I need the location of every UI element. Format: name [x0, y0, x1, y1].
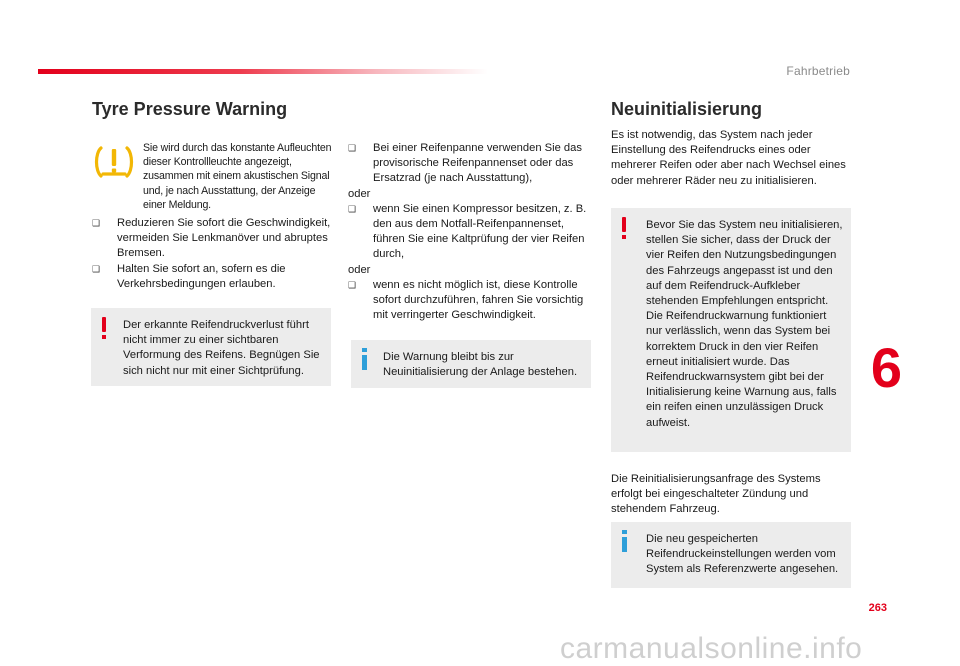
bullet-icon: ❑ [348, 143, 357, 153]
list-item: ❑ Bei einer Reifenpanne verwenden Sie das provisorische Reifenpannenset oder das Ersatzrad (je nach Ausstattung), [348, 142, 582, 185]
header-accent-bar [38, 69, 488, 74]
list-item: oder [348, 263, 371, 276]
info-icon [622, 530, 628, 552]
right-info-box: Die neu gespeicherten Reifendruckeinstellungen werden vom System als Referenzwerte angesehen. [611, 522, 851, 588]
bullet-icon: ❑ [348, 203, 357, 214]
right-intro: Es ist notwendig, das System nach jeder Einstellung des Reifendrucks eines oder mehrerer Reifen oder aber nach Wechsel eines oder mehrerer Räder neu zu initialisieren. [611, 129, 846, 187]
list-item: ❑ Halten Sie sofort an, sofern es die Verkehrsbedingungen erlauben. [92, 262, 286, 290]
reinit-request-text: Die Reinitialisierungsanfrage des Systems erfolgt bei eingeschalteter Zündung und stehendem Fahrzeug. [611, 473, 821, 516]
warning-exclamation-icon [621, 217, 627, 239]
middle-action-list [348, 141, 592, 323]
left-action-list [92, 216, 337, 292]
bullet-icon: ❑ [92, 218, 101, 228]
list-item: oder [348, 187, 371, 200]
left-title: Tyre Pressure Warning [92, 99, 288, 119]
tyre-pressure-warning-icon [92, 142, 136, 182]
right-title: Neuinitialisierung [611, 99, 763, 119]
section-label: Fahrbetrieb [786, 64, 850, 78]
list-item: ❑ wenn es nicht möglich ist, diese Kontrolle sofort durchzuführen, fahren Sie vorsichtig mit verringerter Geschwindigkeit. [348, 278, 584, 322]
bullet-icon: ❑ [92, 263, 101, 274]
list-item: ❑ Reduzieren Sie sofort die Geschwindigkeit, vermeiden Sie Lenkmanöver und abruptes Bremsen. [92, 217, 331, 260]
list-item: ❑ wenn Sie einen Kompressor besitzen, z. B. den aus dem Notfall-Reifenpannenset, führen Sie eine Kaltprüfung der vier Reifen durch, [348, 202, 587, 261]
right-warning-box: Bevor Sie das System neu initialisieren, stellen Sie sicher, dass der Druck der vier Reifen den Nutzungsbedingungen des Fahrzeugs angepasst ist und den auf dem Reifendruck-Aufkleber stehenden Empfehlungen entspricht. Die Reifendruckwarnung funktioniert nur verlässlich, wenn das System bei korrektem Druck in den vier Reifen erneut initialisiert wurde. Das Reifendruckwarnsystem gibt bei der Initialisierung keine Warnung aus, falls ein reifen einen unzulässigen Druck aufweist. [611, 208, 851, 452]
bullet-icon: ❑ [348, 279, 357, 290]
left-warning-box: Der erkannte Reifendruckverlust führt nicht immer zu einer sichtbaren Verformung des Reifens. Begnügen Sie sich nicht nur mit einer Sichtprüfung. [91, 308, 331, 386]
watermark: carmanualsonline.info [560, 632, 863, 665]
icon-description: Sie wird durch das konstante Aufleuchten dieser Kontrollleuchte angezeigt, zusammen mit einem akustischen Signal und, je nach Ausstattung, der Anzeige einer Meldung. [143, 142, 332, 211]
page-number: 263 [868, 602, 887, 614]
middle-info-box: Die Warnung bleibt bis zur Neuinitialisierung der Anlage bestehen. [351, 340, 591, 388]
info-icon [362, 348, 368, 370]
warning-exclamation-icon [101, 317, 107, 339]
chapter-number: 6 [870, 336, 902, 399]
